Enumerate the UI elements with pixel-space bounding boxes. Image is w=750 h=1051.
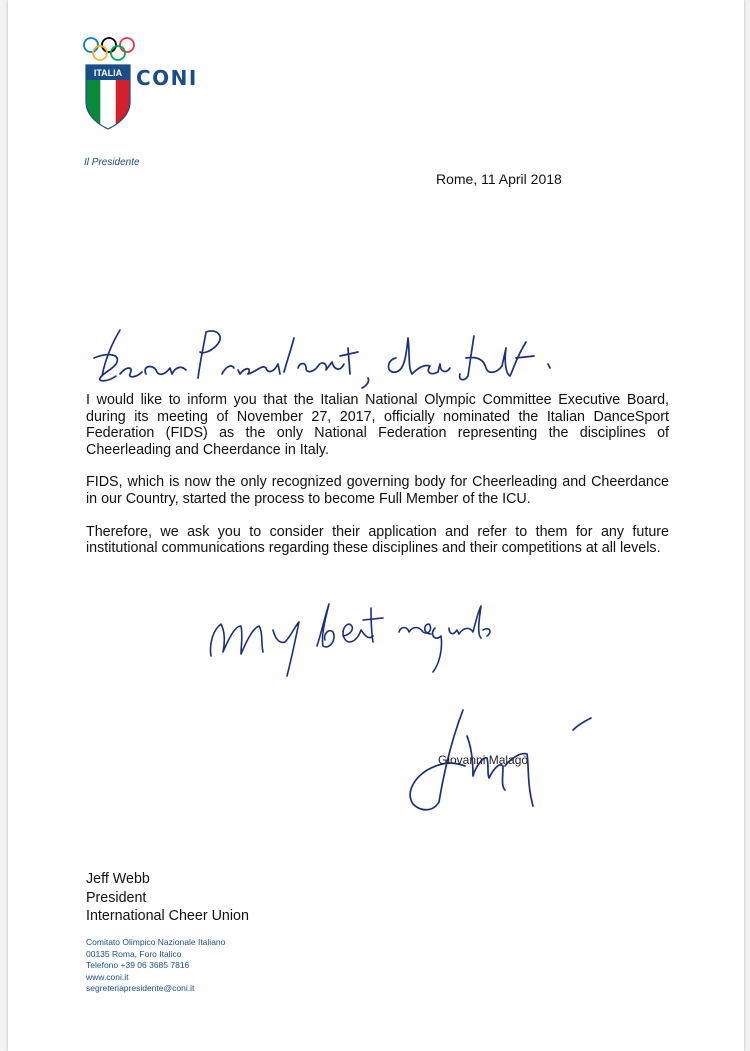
handwritten-closing	[203, 596, 493, 686]
body-paragraph-2: FIDS, which is now the only recognized governing body for Cheerleading and Cheerdance in our Country, started the process to become Full Member of the ICU.	[86, 474, 669, 507]
emblem-text: ITALIA	[93, 68, 123, 78]
olympic-rings-icon	[82, 36, 136, 66]
recipient-block	[86, 870, 249, 926]
footer-website: www.coni.it	[86, 971, 129, 982]
date-line: Rome, 11 April 2018	[436, 171, 562, 187]
body-paragraph-3: Therefore, we ask you to consider their application and refer to them for any future institutional communications regarding these disciplines and their competitions at all levels.	[86, 523, 669, 557]
body-paragraph-1: I would like to inform you that the Italian National Olympic Committee Executive Board, during its meeting of November 27, 2017, officially nominated the Italian DanceSport Federation (FIDS) as the only National Federation representing the disciplines of Cheerleading and Cheerdance in Italy.	[86, 392, 669, 458]
recipient-title: President	[86, 889, 147, 906]
coni-logo	[82, 36, 222, 136]
italia-shield-icon	[85, 64, 131, 130]
footer-phone: Telefono +39 06 3685 7816	[86, 960, 190, 971]
letter-page	[8, 0, 744, 1051]
handwritten-salutation	[86, 318, 566, 398]
org-name: CONI	[136, 66, 198, 90]
signer-name: Giovanni Malagò	[438, 753, 529, 767]
recipient-organization: International Cheer Union	[86, 908, 249, 924]
letterhead-footer	[86, 937, 225, 995]
recipient-name: Jeff Webb	[86, 871, 150, 887]
footer-org: Comitato Olimpico Nazionale Italiano	[86, 937, 226, 947]
letterhead-title: Il Presidente	[84, 157, 140, 168]
footer-email: segreteriapresidente@coni.it	[86, 983, 195, 994]
letter-body	[86, 392, 669, 573]
footer-address: 00135 Roma, Foro Italico	[86, 948, 182, 959]
